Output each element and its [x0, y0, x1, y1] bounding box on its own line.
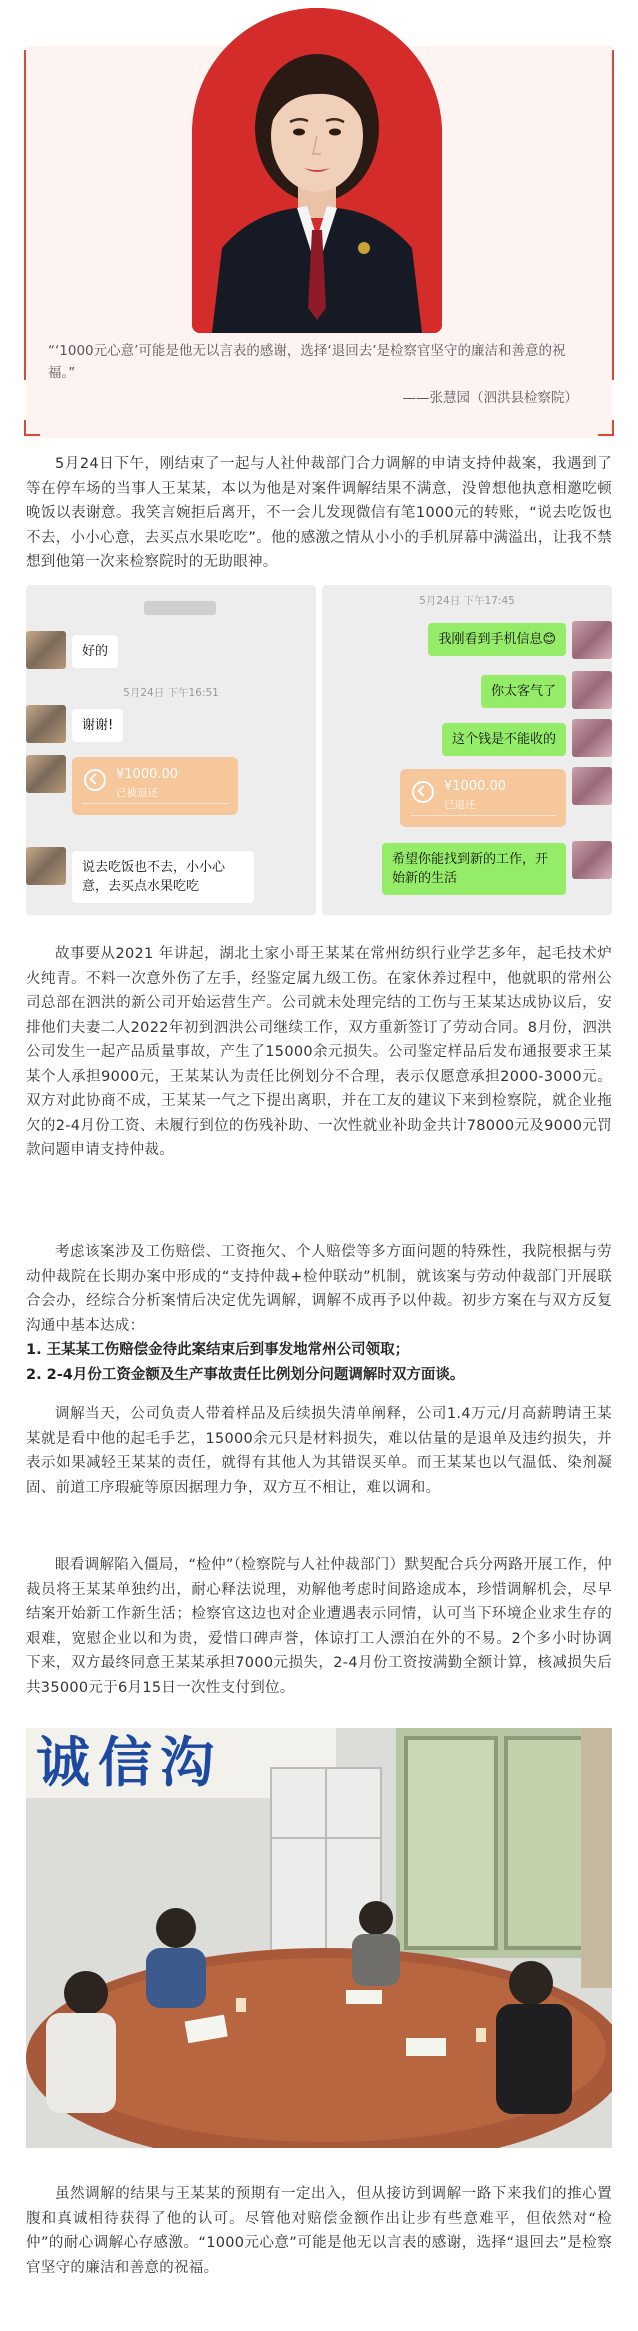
paragraph-2 [26, 942, 612, 1163]
chat-bubble: 谢谢! [72, 709, 123, 742]
paragraph-6 [26, 2182, 612, 2280]
paragraph-6-text: 虽然调解的结果与王某某的预期有一定出入，但从接访到调解一路下来我们的推心置腹和真诚相待获得了他的认可。尽管他对赔偿金额作出让步有些意难平，但依然对“检仲”的耐心调解心存感激。“1000元心意”可能是他无以言表的感谢，选择“退回去”是检察官坚守的廉洁和善意的祝福。 [26, 2186, 612, 2276]
mediation-meeting-photo [26, 1728, 612, 2148]
chat-bubble: 你太客气了 [481, 675, 566, 708]
transfer-divider [82, 803, 228, 804]
paragraph-5-text: 眼看调解陷入僵局，“检仲”（检察院与人社仲裁部门）默契配合兵分两路开展工作，仲裁员将王某某单独约出，耐心释法说理，劝解他考虑时间路途成本，珍惜调解机会，尽早结案开始新工作新生活；检察官这边也对企业遭遇表示同情，认可当下环境企业求生存的艰难，宽慰企业以和为贵，爱惜口碑声誉，体谅打工人漂泊在外的不易。2个多小时协调下来，双方最终同意王某某承担7000元损失，2-4月份工资按满勤全额计算，核减损失后共35000元于6月15日一次性支付到位。 [26, 1557, 612, 1696]
blurred-avatar [572, 841, 612, 879]
chat-timestamp: 5月24日 下午16:51 [123, 687, 219, 699]
chat-bubble: 希望你能找到新的工作，开始新的生活 [382, 843, 566, 895]
paragraph-4 [26, 1402, 612, 1500]
header-signature: ——张慧园（泗洪县检察院） [402, 390, 578, 406]
frame-line-left [24, 50, 26, 380]
paragraph-2-text: 故事要从2021 年讲起，湖北土家小哥王某某在常州纺织行业学艺多年，起毛技术炉火纯青。不料一次意外伤了左手，经鉴定属九级工伤。在家休养过程中，他就职的常州公司总部在泗洪的新公司开始运营生产。公司就未处理完结的工伤与王某某达成协议后，安排他们夫妻二人2022年初到泗洪公司继续工作，双方重新签订了劳动合同。8月份，泗洪公司发生一起产品质量事故，产生了15000余元损失。公司鉴定样品后发布通报要求王某某个人承担9000元，王某某认为责任比例划分不合理，表示仅愿意承担2000-3000元。双方对此协商不成，王某某一气之下提出离职，并在工友的建议下来到检察院，就企业拖欠的2-4月份工资、未履行到位的伤残补助、一次性就业补助金共计78000元及9000元罚款问题申请支持仲裁。 [26, 946, 612, 1158]
blurred-avatar [572, 719, 612, 757]
chat-bubble: 我刚看到手机信息😊 [428, 623, 566, 656]
photo-banner-text: 诚信沟 [36, 1730, 222, 1794]
blurred-avatar [26, 631, 66, 669]
transfer-card [72, 757, 238, 815]
frame-line-right [612, 50, 614, 380]
blurred-avatar [26, 847, 66, 885]
agreement-item-1: 1. 王某某工伤赔偿金待此案结束后到事发地常州公司领取； [26, 1342, 410, 1358]
transfer-status: 已退还 [444, 799, 476, 811]
returned-icon [412, 781, 434, 803]
paragraph-1-text: 5月24日下午，刚结束了一起与人社仲裁部门合力调解的申请支持仲裁案，我遇到了等在停车场的当事人王某某，本以为他是对案件调解结果不满意，没曾想他执意相邀吃顿晚饭以表谢意。我笑言婉拒后离开，不一会儿发现微信有笔1000元的转账，“说去吃饭也不去，小小心意，去买点水果吃吃”。他的感激之情从小小的手机屏幕中满溢出，让我不禁想到他第一次来检察院时的无助眼神。 [26, 456, 612, 570]
returned-icon [84, 769, 106, 791]
chat-timestamp: 5月24日 下午17:45 [419, 595, 515, 607]
blurred-avatar [26, 755, 66, 793]
transfer-divider [410, 815, 556, 816]
transfer-amount: ¥1000.00 [116, 767, 179, 782]
transfer-status: 已被退还 [116, 787, 158, 799]
blurred-avatar [572, 671, 612, 709]
frame-corner-bl [24, 420, 40, 436]
header-quote: “‘1000元心意’可能是他无以言表的感谢，选择‘退回去’是检察官坚守的廉洁和善意的祝福。” [48, 343, 566, 381]
frame-corner-br [598, 420, 614, 436]
agreement-list [26, 1338, 612, 1387]
transfer-card [400, 769, 566, 827]
chat-bubble: 好的 [72, 635, 118, 668]
blurred-contact-name [144, 601, 216, 615]
blurred-avatar [26, 705, 66, 743]
author-portrait [192, 8, 442, 333]
paragraph-3 [26, 1240, 612, 1338]
chat-screenshot-left [26, 585, 316, 915]
agreement-item-2: 2. 2-4月份工资金额及生产事故责任比例划分问题调解时双方面谈。 [26, 1366, 465, 1383]
paragraph-5 [26, 1553, 612, 1700]
chat-bubble: 这个钱是不能收的 [442, 723, 566, 756]
paragraph-3-text: 考虑该案涉及工伤赔偿、工资拖欠、个人赔偿等多方面问题的特殊性，我院根据与劳动仲裁院在长期办案中形成的“支持仲裁+检仲联动”机制，就该案与劳动仲裁部门开展联合会办，经综合分析案情后决定优先调解，调解不成再予以仲裁。初步方案在与双方反复沟通中基本达成： [26, 1244, 612, 1334]
paragraph-1 [26, 452, 612, 575]
chat-bubble: 说去吃饭也不去，小小心意，去买点水果吃吃 [72, 851, 254, 903]
chat-screenshot-right [322, 585, 612, 915]
blurred-avatar [572, 621, 612, 659]
paragraph-4-text: 调解当天，公司负责人带着样品及后续损失清单阐释，公司1.4万元/月高薪聘请王某某就是看中他的起毛手艺，15000余元只是材料损失，难以估量的是退单及违约损失，并表示如果减轻王某某的责任，就得有其他人为其错误买单。而王某某也以气温低、染剂凝固、前道工序瑕疵等原因据理力争，双方互不相让，难以调和。 [26, 1406, 612, 1496]
transfer-amount: ¥1000.00 [444, 779, 507, 794]
blurred-avatar [572, 767, 612, 805]
